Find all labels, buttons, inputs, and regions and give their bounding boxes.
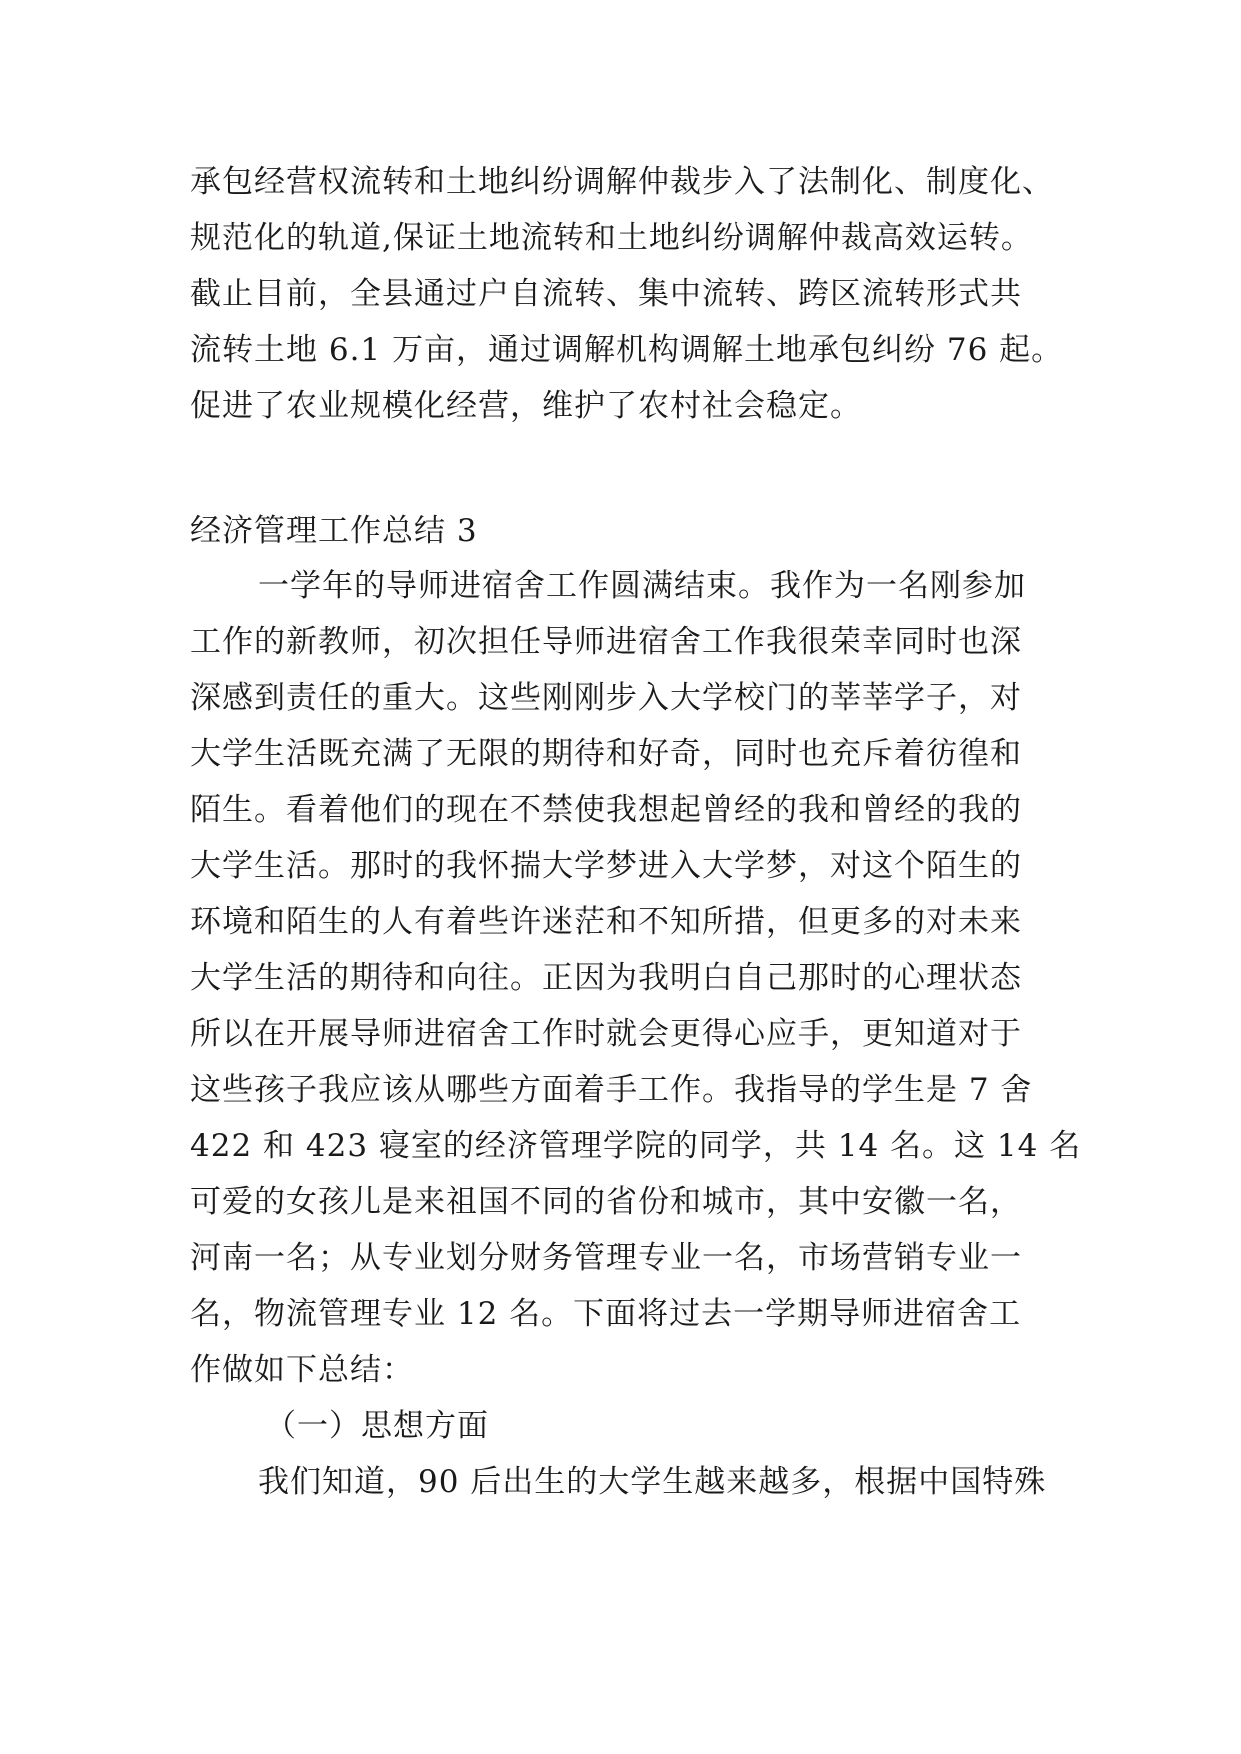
subheading: （一）思想方面 (265, 1408, 489, 1444)
body-line-13: 河南一名；从专业划分财务管理专业一名，市场营销专业一 (190, 1240, 1022, 1276)
body-line-11: 422 和 423 寝室的经济管理学院的同学，共 14 名。这 14 名 (190, 1128, 1082, 1164)
body-line-10: 这些孩子我应该从哪些方面着手工作。我指导的学生是 7 舍 (190, 1072, 1033, 1108)
body-line-7: 环境和陌生的人有着些许迷茫和不知所措，但更多的对未来 (190, 904, 1022, 940)
body-line-15: 作做如下总结： (190, 1352, 414, 1388)
intro-line-5: 促进了农业规模化经营，维护了农村社会稳定。 (190, 388, 862, 424)
body-line-1: 一学年的导师进宿舍工作圆满结束。我作为一名刚参加 (258, 568, 1026, 604)
intro-line-1: 承包经营权流转和土地纠纷调解仲裁步入了法制化、制度化、 (190, 164, 1054, 200)
body-line-5: 陌生。看着他们的现在不禁使我想起曾经的我和曾经的我的 (190, 792, 1022, 828)
body-line-4: 大学生活既充满了无限的期待和好奇，同时也充斥着彷徨和 (190, 736, 1022, 772)
intro-line-2: 规范化的轨道,保证土地流转和土地纠纷调解仲裁高效运转。 (190, 220, 1033, 256)
last-line: 我们知道，90 后出生的大学生越来越多，根据中国特殊 (258, 1464, 1047, 1500)
body-line-9: 所以在开展导师进宿舍工作时就会更得心应手，更知道对于 (190, 1016, 1022, 1052)
body-line-12: 可爱的女孩儿是来祖国不同的省份和城市，其中安徽一名， (190, 1184, 1022, 1220)
body-line-3: 深感到责任的重大。这些刚刚步入大学校门的莘莘学子，对 (190, 680, 1022, 716)
body-line-14: 名，物流管理专业 12 名。下面将过去一学期导师进宿舍工 (190, 1296, 1022, 1332)
intro-line-4: 流转土地 6.1 万亩，通过调解机构调解土地承包纠纷 76 起。 (190, 332, 1064, 368)
body-line-2: 工作的新教师，初次担任导师进宿舍工作我很荣幸同时也深 (190, 624, 1022, 660)
body-line-6: 大学生活。那时的我怀揣大学梦进入大学梦，对这个陌生的 (190, 848, 1022, 884)
section-title: 经济管理工作总结 3 (190, 513, 478, 549)
intro-line-3: 截止目前，全县通过户自流转、集中流转、跨区流转形式共 (190, 276, 1022, 312)
body-line-8: 大学生活的期待和向往。正因为我明白自己那时的心理状态 (190, 960, 1022, 996)
